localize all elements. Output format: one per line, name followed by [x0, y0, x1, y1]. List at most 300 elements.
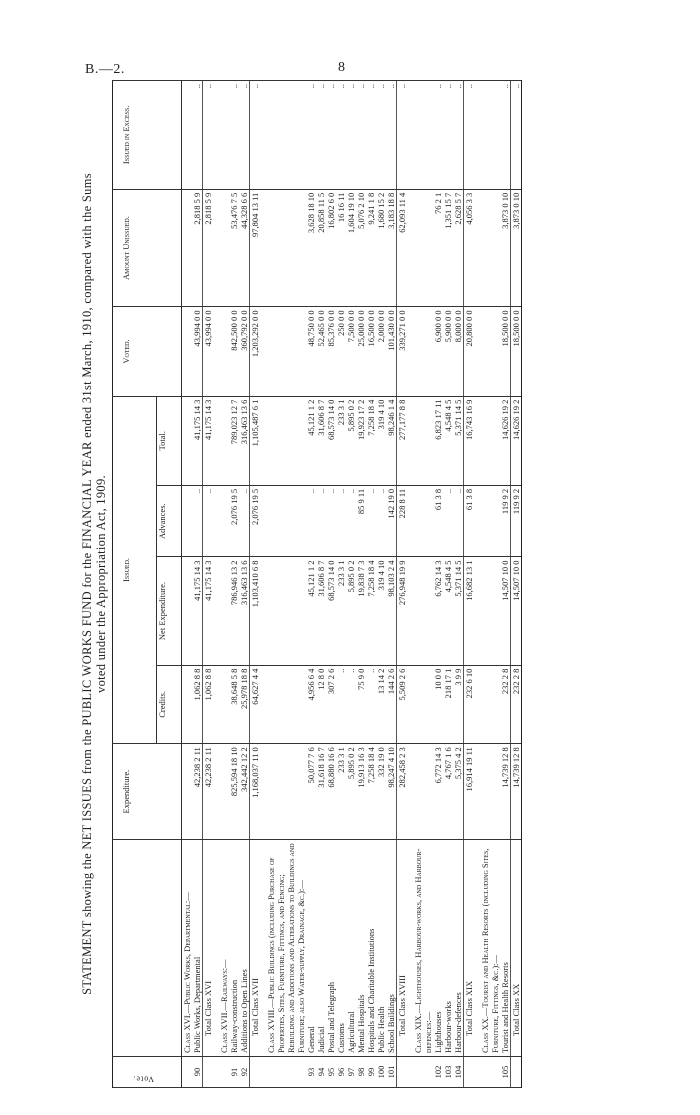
- empty-cell: [219, 485, 229, 557]
- table-header: [113, 81, 182, 1088]
- unissued-cell: 9,241 1 8: [366, 189, 376, 307]
- advances-cell: 61 3 8: [464, 485, 475, 557]
- net-cell: 98,103 2 4: [386, 557, 397, 665]
- vote-number: 93: [306, 1057, 316, 1088]
- unissued-cell: 20,858 11 5: [316, 189, 326, 307]
- col-expenditure: Expenditure.: [113, 744, 182, 840]
- item-label: Agricultural: [346, 840, 356, 1057]
- item-label: Lighthouses: [433, 840, 443, 1057]
- item-label: Hospitals and Charitable Institutions: [366, 840, 376, 1057]
- empty-cell: [219, 665, 229, 744]
- table-row: [376, 81, 386, 1088]
- unissued-cell: 3,873 0 10: [511, 189, 522, 307]
- table-row: [229, 81, 239, 1088]
- excess-cell: ..: [229, 81, 239, 190]
- unissued-cell: 3,183 18 8: [386, 189, 397, 307]
- vote-number: [464, 1057, 475, 1088]
- unissued-cell: 16,802 6 0: [326, 189, 336, 307]
- vote-number: 100: [376, 1057, 386, 1088]
- advances-cell: ..: [443, 485, 453, 557]
- voted-cell: 43,994 0 0: [192, 307, 203, 396]
- col-total: Total.: [156, 396, 181, 485]
- vote-cell: [480, 1057, 500, 1088]
- total-cell: 19,923 17 2: [356, 396, 366, 485]
- net-cell: 5,371 14 5: [453, 557, 464, 665]
- advances-cell: ..: [203, 485, 214, 557]
- expenditure-cell: 16,914 19 11: [464, 744, 475, 840]
- empty-cell: [182, 307, 193, 396]
- table-row: [336, 81, 346, 1088]
- net-cell: 233 3 1: [336, 557, 346, 665]
- expenditure-cell: 825,594 18 10: [229, 744, 239, 840]
- advances-cell: ..: [192, 485, 203, 557]
- vote-number: [397, 1057, 408, 1088]
- total-row: [511, 81, 522, 1088]
- unissued-cell: 97,804 13 11: [250, 189, 261, 307]
- class-heading-row: [413, 81, 433, 1088]
- excess-cell: ..: [316, 81, 326, 190]
- total-row: [250, 81, 261, 1088]
- excess-cell: ..: [203, 81, 214, 190]
- total-cell: 277,177 8 8: [397, 396, 408, 485]
- voted-cell: 339,271 0 0: [397, 307, 408, 396]
- advances-cell: 228 8 11: [397, 485, 408, 557]
- total-cell: 68,573 14 0: [326, 396, 336, 485]
- item-label: Mental Hospitals: [356, 840, 366, 1057]
- unissued-cell: 2,818 5 9: [192, 189, 203, 307]
- voted-cell: 6,900 0 0: [433, 307, 443, 396]
- voted-cell: 2,000 0 0: [376, 307, 386, 396]
- advances-cell: 2,076 19 5: [229, 485, 239, 557]
- total-label: Total Class XIX: [464, 840, 475, 1057]
- title-line-2: voted under the Appropriation Act, 1909.: [94, 475, 108, 693]
- total-row: [464, 81, 475, 1088]
- empty-cell: [413, 81, 433, 190]
- excess-cell: ..: [239, 81, 250, 190]
- class-heading-row: [182, 81, 193, 1088]
- unissued-cell: 5,076 2 10: [356, 189, 366, 307]
- empty-cell: [480, 307, 500, 396]
- advances-cell: ..: [326, 485, 336, 557]
- col-credits: Credits.: [156, 665, 181, 744]
- expenditure-cell: 342,442 12 2: [239, 744, 250, 840]
- table-row: [386, 81, 397, 1088]
- advances-cell: 119 9 2: [511, 485, 522, 557]
- excess-cell: ..: [326, 81, 336, 190]
- credits-cell: 218 17 1: [443, 665, 453, 744]
- voted-cell: 18,500 0 0: [500, 307, 511, 396]
- total-cell: 5,895 0 2: [346, 396, 356, 485]
- empty-cell: [266, 81, 306, 190]
- credits-cell: 13 14 2: [376, 665, 386, 744]
- rotated-statement: [74, 80, 614, 1088]
- col-class: [113, 840, 182, 1057]
- empty-cell: [266, 396, 306, 485]
- empty-cell: [413, 307, 433, 396]
- total-cell: 789,023 12 7: [229, 396, 239, 485]
- col-vote: Vote.: [113, 1057, 182, 1088]
- table-row: [500, 81, 511, 1088]
- total-cell: 5,371 14 5: [453, 396, 464, 485]
- advances-cell: ..: [366, 485, 376, 557]
- net-cell: 786,946 13 2: [229, 557, 239, 665]
- advances-cell: ..: [453, 485, 464, 557]
- net-cell: 319 4 10: [376, 557, 386, 665]
- item-label: Customs: [336, 840, 346, 1057]
- voted-cell: 7,500 0 0: [346, 307, 356, 396]
- advances-cell: ..: [239, 485, 250, 557]
- vote-number: 99: [366, 1057, 376, 1088]
- item-label: Tourist and Health Resorts: [500, 840, 511, 1057]
- item-label: General: [306, 840, 316, 1057]
- vote-number: 91: [229, 1057, 239, 1088]
- credits-cell: ..: [336, 665, 346, 744]
- empty-cell: [266, 189, 306, 307]
- net-cell: 316,463 13 6: [239, 557, 250, 665]
- credits-cell: 232 2 8: [500, 665, 511, 744]
- credits-cell: 75 9 0: [356, 665, 366, 744]
- class-heading-row: [219, 81, 229, 1088]
- expenditure-cell: 19,913 16 3: [356, 744, 366, 840]
- credits-cell: 3 9 9: [453, 665, 464, 744]
- vote-number: [250, 1057, 261, 1088]
- excess-cell: ..: [453, 81, 464, 190]
- empty-cell: [182, 744, 193, 840]
- credits-cell: 232 6 10: [464, 665, 475, 744]
- excess-cell: ..: [346, 81, 356, 190]
- voted-cell: 250 0 0: [336, 307, 346, 396]
- class-heading: Class XVI.—Public Works, Departmental:—: [182, 840, 193, 1057]
- expenditure-cell: 282,458 2 3: [397, 744, 408, 840]
- unissued-cell: 3,628 18 10: [306, 189, 316, 307]
- advances-cell: 119 9 2: [500, 485, 511, 557]
- item-label: Public Works, Departmental: [192, 840, 203, 1057]
- credits-cell: 12 8 0: [316, 665, 326, 744]
- advances-cell: ..: [336, 485, 346, 557]
- empty-cell: [266, 485, 306, 557]
- empty-cell: [413, 665, 433, 744]
- table-row: [443, 81, 453, 1088]
- title-line-1: STATEMENT showing the NET ISSUES from the PUBLIC WORKS FUND for the FINANCIAL YEAR ended 31st March, 1910, compared with the Sums: [80, 173, 94, 995]
- vote-cell: [219, 1057, 229, 1088]
- table-row: [366, 81, 376, 1088]
- advances-cell: ..: [306, 485, 316, 557]
- class-heading: Class XX.—Tourist and Health Resorts (including Sites, Furniture, Fittings, &c.):—: [480, 840, 500, 1057]
- vote-number: 98: [356, 1057, 366, 1088]
- total-label: Total Class XVII: [250, 840, 261, 1057]
- net-cell: 4,548 4 5: [443, 557, 453, 665]
- item-label: Harbour-works: [443, 840, 453, 1057]
- table-row: [316, 81, 326, 1088]
- vote-cell: [413, 1057, 433, 1088]
- item-label: Public Health: [376, 840, 386, 1057]
- table-row: [356, 81, 366, 1088]
- expenditure-cell: 233 3 1: [336, 744, 346, 840]
- total-cell: 316,463 13 6: [239, 396, 250, 485]
- advances-cell: ..: [346, 485, 356, 557]
- expenditure-cell: 42,238 2 11: [192, 744, 203, 840]
- net-cell: 6,762 14 3: [433, 557, 443, 665]
- net-cell: 41,175 14 3: [203, 557, 214, 665]
- empty-cell: [182, 557, 193, 665]
- col-voted: Voted.: [113, 307, 182, 396]
- empty-cell: [219, 307, 229, 396]
- voted-cell: 18,500 0 0: [511, 307, 522, 396]
- page-number: 8: [338, 60, 345, 75]
- vote-number: 96: [336, 1057, 346, 1088]
- net-cell: 68,573 14 0: [326, 557, 336, 665]
- voted-cell: 8,000 0 0: [453, 307, 464, 396]
- vote-number: 92: [239, 1057, 250, 1088]
- voted-cell: 43,994 0 0: [203, 307, 214, 396]
- credits-cell: 307 2 6: [326, 665, 336, 744]
- unissued-cell: 1,680 15 2: [376, 189, 386, 307]
- credits-cell: ..: [346, 665, 356, 744]
- total-row: [397, 81, 408, 1088]
- empty-cell: [219, 396, 229, 485]
- total-cell: 4,548 4 5: [443, 396, 453, 485]
- credits-cell: 64,627 4 4: [250, 665, 261, 744]
- empty-cell: [480, 665, 500, 744]
- excess-cell: ..: [250, 81, 261, 190]
- table-row: [433, 81, 443, 1088]
- total-cell: 6,823 17 11: [433, 396, 443, 485]
- unissued-cell: 4,056 3 3: [464, 189, 475, 307]
- empty-cell: [413, 557, 433, 665]
- voted-cell: 842,500 0 0: [229, 307, 239, 396]
- voted-cell: 52,465 0 0: [316, 307, 326, 396]
- net-cell: 14,507 10 0: [511, 557, 522, 665]
- voted-cell: 85,376 0 0: [326, 307, 336, 396]
- vote-number: 104: [453, 1057, 464, 1088]
- total-cell: 41,175 14 3: [203, 396, 214, 485]
- credits-cell: 25,978 18 8: [239, 665, 250, 744]
- empty-cell: [219, 744, 229, 840]
- advances-cell: 142 19 0: [386, 485, 397, 557]
- total-cell: 16,743 16 9: [464, 396, 475, 485]
- empty-cell: [266, 557, 306, 665]
- net-cell: 19,838 7 3: [356, 557, 366, 665]
- empty-cell: [182, 189, 193, 307]
- statement-table: [112, 80, 522, 1088]
- empty-cell: [182, 485, 193, 557]
- class-heading: Class XVIII.—Public Buildings (including Purchase of Properties, Sites, Furniture, Fittings, and Fencing; Rebuilding and Additions and Alterations to Buildings and Furniture; also Water-supply, Drainage, &c.):—: [266, 840, 306, 1057]
- credits-cell: 144 2 6: [386, 665, 397, 744]
- credits-cell: 38,648 5 8: [229, 665, 239, 744]
- excess-cell: ..: [433, 81, 443, 190]
- credits-cell: 1,062 8 8: [203, 665, 214, 744]
- excess-cell: ..: [464, 81, 475, 190]
- empty-cell: [219, 557, 229, 665]
- table-row: [239, 81, 250, 1088]
- class-heading-row: [480, 81, 500, 1088]
- empty-cell: [413, 485, 433, 557]
- total-cell: 41,175 14 3: [192, 396, 203, 485]
- voted-cell: 101,430 0 0: [386, 307, 397, 396]
- total-row: [203, 81, 214, 1088]
- unissued-cell: 3,873 0 10: [500, 189, 511, 307]
- net-cell: 31,606 8 7: [316, 557, 326, 665]
- total-label: Total Class XVIII: [397, 840, 408, 1057]
- empty-cell: [266, 744, 306, 840]
- excess-cell: ..: [397, 81, 408, 190]
- voted-cell: 20,800 0 0: [464, 307, 475, 396]
- table-body: [182, 81, 522, 1088]
- net-cell: 16,682 13 1: [464, 557, 475, 665]
- total-cell: 1,105,487 6 1: [250, 396, 261, 485]
- table-row: [346, 81, 356, 1088]
- empty-cell: [480, 81, 500, 190]
- voted-cell: 48,750 0 0: [306, 307, 316, 396]
- item-label: Judicial: [316, 840, 326, 1057]
- expenditure-cell: 14,739 12 8: [511, 744, 522, 840]
- table-row: [192, 81, 203, 1088]
- total-cell: 14,626 19 2: [500, 396, 511, 485]
- total-cell: 7,258 18 4: [366, 396, 376, 485]
- unissued-cell: 2,818 5 9: [203, 189, 214, 307]
- vote-number: 103: [443, 1057, 453, 1088]
- empty-cell: [182, 396, 193, 485]
- class-heading: Class XIX.—Lighthouses, Harbour-works, and Harbour-defences:—: [413, 840, 433, 1057]
- expenditure-cell: 98,247 4 10: [386, 744, 397, 840]
- advances-cell: ..: [376, 485, 386, 557]
- unissued-cell: 1,351 15 7: [443, 189, 453, 307]
- total-cell: 31,606 8 7: [316, 396, 326, 485]
- empty-cell: [480, 744, 500, 840]
- col-advances: Advances.: [156, 485, 181, 557]
- vote-number: 97: [346, 1057, 356, 1088]
- voted-cell: 16,500 0 0: [366, 307, 376, 396]
- excess-cell: ..: [500, 81, 511, 190]
- credits-cell: 232 2 8: [511, 665, 522, 744]
- col-issued-group: Issued.: [113, 396, 157, 744]
- vote-number: 95: [326, 1057, 336, 1088]
- total-cell: 14,626 19 2: [511, 396, 522, 485]
- table-row: [306, 81, 316, 1088]
- empty-cell: [219, 189, 229, 307]
- expenditure-cell: 4,767 1 6: [443, 744, 453, 840]
- credits-cell: 5,509 2 6: [397, 665, 408, 744]
- item-label: School Buildings: [386, 840, 397, 1057]
- vote-cell: [182, 1057, 193, 1088]
- empty-cell: [413, 744, 433, 840]
- col-net-expenditure: Net Expenditure.: [156, 557, 181, 665]
- empty-cell: [480, 189, 500, 307]
- empty-cell: [480, 396, 500, 485]
- item-label: Railway-construction: [229, 840, 239, 1057]
- excess-cell: ..: [306, 81, 316, 190]
- unissued-cell: 62,093 11 4: [397, 189, 408, 307]
- vote-number: [511, 1057, 522, 1088]
- excess-cell: ..: [511, 81, 522, 190]
- net-cell: 45,121 1 2: [306, 557, 316, 665]
- net-cell: 1,103,410 6 8: [250, 557, 261, 665]
- total-cell: 45,121 1 2: [306, 396, 316, 485]
- total-label: Total Class XVI: [203, 840, 214, 1057]
- voted-cell: 360,792 0 0: [239, 307, 250, 396]
- empty-cell: [182, 81, 193, 190]
- expenditure-cell: 50,077 7 6: [306, 744, 316, 840]
- doc-reference: B.—2.: [85, 62, 125, 77]
- advances-cell: 2,076 19 5: [250, 485, 261, 557]
- empty-cell: [480, 485, 500, 557]
- empty-cell: [219, 81, 229, 190]
- voted-cell: 5,900 0 0: [443, 307, 453, 396]
- unissued-cell: 53,476 7 5: [229, 189, 239, 307]
- vote-number: 102: [433, 1057, 443, 1088]
- vote-number: [203, 1057, 214, 1088]
- excess-cell: ..: [356, 81, 366, 190]
- expenditure-cell: 5,895 0 2: [346, 744, 356, 840]
- expenditure-cell: 31,618 16 7: [316, 744, 326, 840]
- total-label: Total Class XX: [511, 840, 522, 1057]
- advances-cell: ..: [316, 485, 326, 557]
- class-heading: Class XVII.—Railways:—: [219, 840, 229, 1057]
- unissued-cell: 44,328 6 6: [239, 189, 250, 307]
- unissued-cell: 1,604 19 10: [346, 189, 356, 307]
- expenditure-cell: 6,772 14 3: [433, 744, 443, 840]
- credits-cell: 10 0 0: [433, 665, 443, 744]
- net-cell: 7,258 18 4: [366, 557, 376, 665]
- total-cell: 98,246 1 4: [386, 396, 397, 485]
- excess-cell: ..: [336, 81, 346, 190]
- item-label: Additions to Open Lines: [239, 840, 250, 1057]
- excess-cell: ..: [366, 81, 376, 190]
- expenditure-cell: 332 19 0: [376, 744, 386, 840]
- unissued-cell: 2,628 5 7: [453, 189, 464, 307]
- excess-cell: ..: [386, 81, 397, 190]
- expenditure-cell: 68,880 16 6: [326, 744, 336, 840]
- total-cell: 319 4 10: [376, 396, 386, 485]
- advances-cell: 85 9 11: [356, 485, 366, 557]
- vote-number: 90: [192, 1057, 203, 1088]
- table-row: [326, 81, 336, 1088]
- vote-number: 101: [386, 1057, 397, 1088]
- credits-cell: 4,956 6 4: [306, 665, 316, 744]
- expenditure-cell: 42,238 2 11: [203, 744, 214, 840]
- advances-cell: 61 3 8: [433, 485, 443, 557]
- expenditure-cell: 5,375 4 2: [453, 744, 464, 840]
- empty-cell: [266, 307, 306, 396]
- item-label: Postal and Telegraph: [326, 840, 336, 1057]
- credits-cell: ..: [366, 665, 376, 744]
- class-heading-row: [266, 81, 306, 1088]
- total-cell: 233 3 1: [336, 396, 346, 485]
- vote-cell: [266, 1057, 306, 1088]
- expenditure-cell: 1,168,037 11 0: [250, 744, 261, 840]
- item-label: Harbour-defences: [453, 840, 464, 1057]
- statement-title: [80, 80, 108, 1088]
- unissued-cell: 16 16 11: [336, 189, 346, 307]
- excess-cell: ..: [192, 81, 203, 190]
- excess-cell: ..: [376, 81, 386, 190]
- empty-cell: [480, 557, 500, 665]
- excess-cell: ..: [443, 81, 453, 190]
- expenditure-cell: 14,739 12 8: [500, 744, 511, 840]
- net-cell: 276,948 19 9: [397, 557, 408, 665]
- col-amount-unissued: Amount Unissued.: [113, 189, 182, 307]
- table-row: [453, 81, 464, 1088]
- net-cell: 14,507 10 0: [500, 557, 511, 665]
- unissued-cell: 76 2 1: [433, 189, 443, 307]
- credits-cell: 1,062 8 8: [192, 665, 203, 744]
- net-cell: 41,175 14 3: [192, 557, 203, 665]
- voted-cell: 25,000 0 0: [356, 307, 366, 396]
- empty-cell: [182, 665, 193, 744]
- empty-cell: [266, 665, 306, 744]
- vote-number: 105: [500, 1057, 511, 1088]
- empty-cell: [413, 396, 433, 485]
